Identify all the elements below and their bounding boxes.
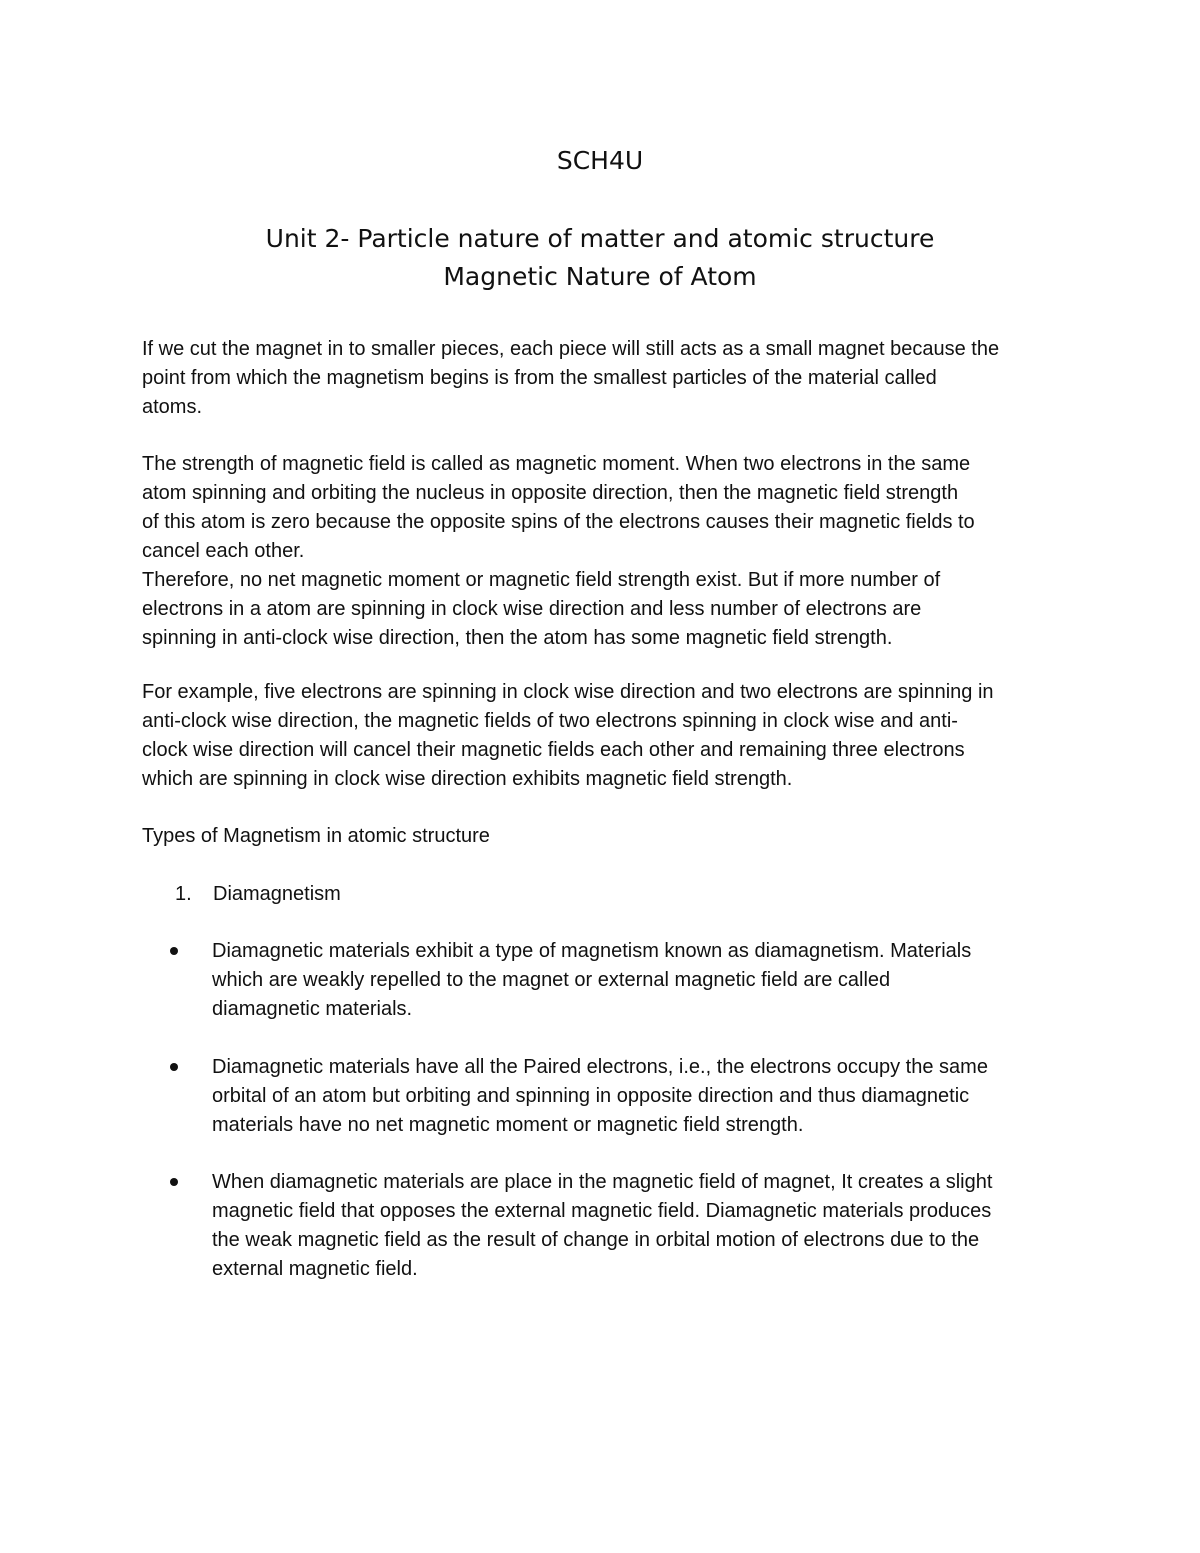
text-line: magnetic field that opposes the external magnetic field. Diamagnetic materials produces [212,1200,992,1222]
text-line: of this atom is zero because the opposite spins of the electrons causes their magnetic fields to [142,511,975,533]
text-line: The strength of magnetic field is called as magnetic moment. When two electrons in the same [142,453,971,475]
text-line: the weak magnetic field as the result of change in orbital motion of electrons due to the [212,1229,980,1251]
list-item-label: Diamagnetism [213,883,341,905]
list-number: 1. [175,883,192,905]
text-line: Diamagnetic materials have all the Paired electrons, i.e., the electrons occupy the same [212,1056,988,1078]
bullet-icon [170,947,178,955]
bullet-text [212,1168,1072,1284]
example-paragraph [142,678,1082,794]
text-line: For example, five electrons are spinning in clock wise direction and two electrons are spinning in [142,681,994,703]
course-code: SCH4U [556,146,644,175]
text-line: which are weakly repelled to the magnet or external magnetic field are called [212,969,891,991]
text-line: materials have no net magnetic moment or magnetic field strength. [212,1114,804,1136]
text-line: Diamagnetic materials exhibit a type of magnetism known as diamagnetism. Materials [212,940,972,962]
text-line: electrons in a atom are spinning in clock wise direction and less number of electrons are [142,598,922,620]
intro-paragraph [142,335,1082,422]
text-line: clock wise direction will cancel their magnetic fields each other and remaining three electrons [142,739,965,761]
unit-title: Unit 2- Particle nature of matter and atomic structure [265,224,935,253]
bullet-text [212,937,1072,1024]
text-line: atom spinning and orbiting the nucleus in opposite direction, then the magnetic field strength [142,482,959,504]
text-line: orbital of an atom but orbiting and spinning in opposite direction and thus diamagnetic [212,1085,970,1107]
bullet-icon [170,1063,178,1071]
text-line: diamagnetic materials. [212,998,413,1020]
text-line: If we cut the magnet in to smaller pieces, each piece will still acts as a small magnet because the [142,338,1000,360]
text-line: external magnetic field. [212,1258,418,1280]
bullet-text [212,1053,1072,1140]
topic-title: Magnetic Nature of Atom [443,262,757,291]
text-line: spinning in anti-clock wise direction, then the atom has some magnetic field strength. [142,627,893,649]
text-line: which are spinning in clock wise direction exhibits magnetic field strength. [142,768,793,790]
text-line: When diamagnetic materials are place in the magnetic field of magnet, It creates a slight [212,1171,993,1193]
text-line: anti-clock wise direction, the magnetic fields of two electrons spinning in clock wise and anti- [142,710,958,732]
text-line: Therefore, no net magnetic moment or magnetic field strength exist. But if more number of [142,569,941,591]
bullet-icon [170,1178,178,1186]
text-line: cancel each other. [142,540,305,562]
types-heading: Types of Magnetism in atomic structure [142,825,490,847]
text-line: atoms. [142,396,203,418]
text-line: point from which the magnetism begins is from the smallest particles of the material called [142,367,937,389]
magnetic-moment-paragraph [142,450,1082,653]
